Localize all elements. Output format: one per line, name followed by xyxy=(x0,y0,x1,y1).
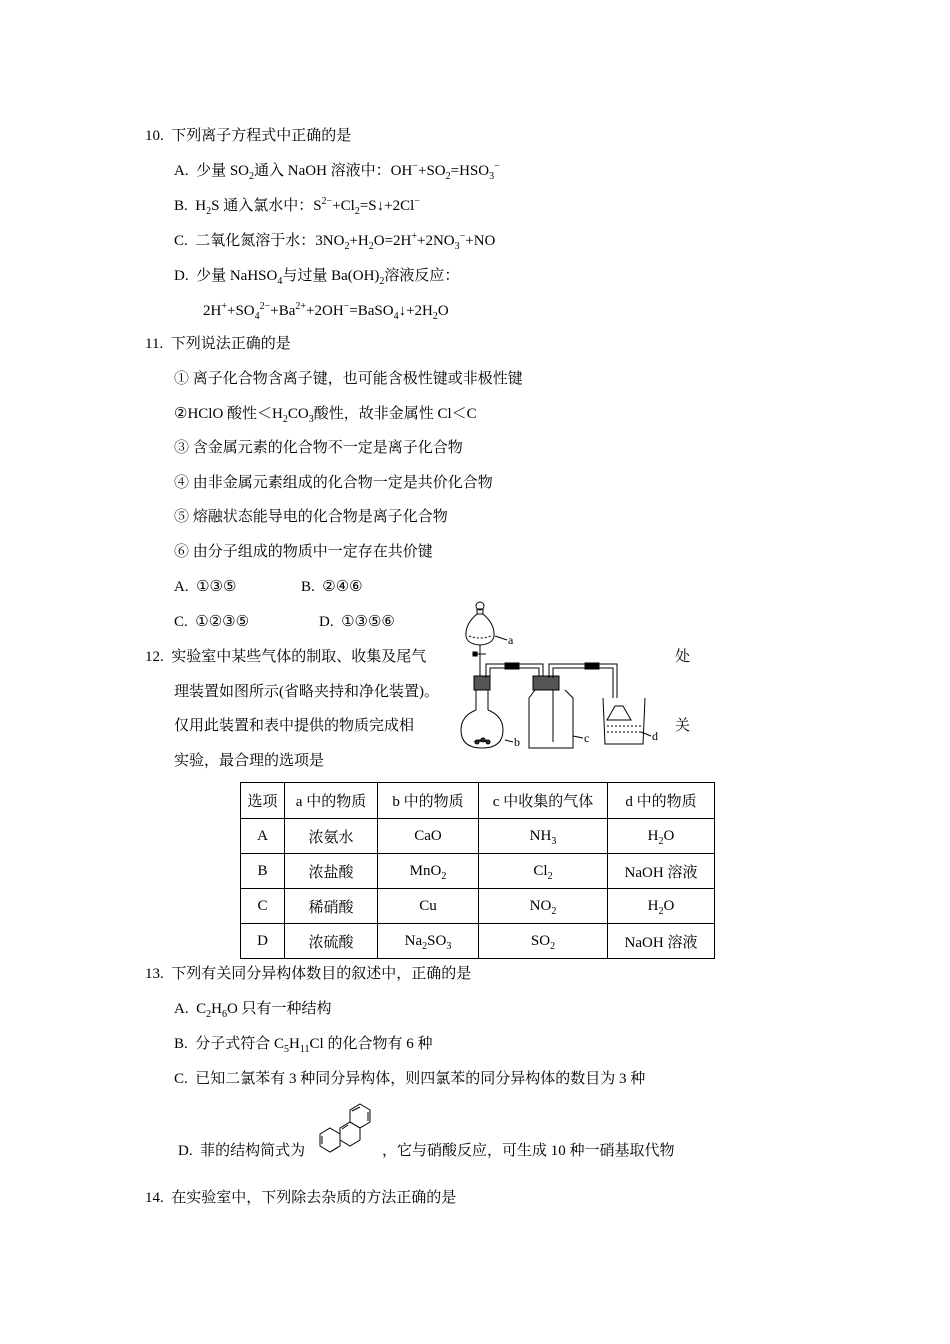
table-cell: $Cl_2$ xyxy=(479,854,608,889)
table-cell: 稀硝酸 xyxy=(285,889,378,924)
table-cell: B xyxy=(241,854,285,889)
table-cell: $NO_2$ xyxy=(479,889,608,924)
table-cell: NaOH 溶液 xyxy=(608,924,715,959)
q11-option-a: A. ①③⑤ xyxy=(174,579,237,595)
q12-stem-line-1-tail: 处 xyxy=(675,649,691,665)
q11-statement-6: ⑥ 由分子组成的物质中一定存在共价键 xyxy=(174,544,433,560)
q11-statement-1: ① 离子化合物含离子键，也可能含极性键或非极性键 xyxy=(174,371,523,387)
table-header: b 中的物质 xyxy=(378,783,479,819)
q10-option-c: C. 二氧化氮溶于水：$3NO_2+H_2O=2H^++2NO_3^-+NO$ xyxy=(174,231,496,252)
gas-apparatus-diagram xyxy=(455,598,675,754)
q10-option-b: B. $H_2S$ 通入氯水中：$S^{2-}+Cl_2=S↓+2Cl^-$ xyxy=(174,196,420,217)
table-cell: 浓硫酸 xyxy=(285,924,378,959)
table-header: a 中的物质 xyxy=(285,783,378,819)
phenanthrene-structure-icon xyxy=(307,1100,379,1156)
q10-option-d: D. 少量 NaHSO$_4$与过量 $Ba(OH)_2$溶液反应： xyxy=(174,268,460,287)
table-header-row xyxy=(241,783,715,819)
table-cell: $H_2O$ xyxy=(608,889,715,924)
q12-stem-line-1: 12. 实验室中某些气体的制取、收集及尾气 xyxy=(145,649,427,665)
q13-option-b: B. 分子式符合 $C_5H_{11}Cl$ 的化合物有 6 种 xyxy=(174,1036,433,1055)
table-header: 选项 xyxy=(241,783,285,819)
table-cell: MnO$_2$ xyxy=(378,854,479,889)
q11-option-b: B. ②④⑥ xyxy=(301,579,363,595)
q11-statement-4: ④ 由非金属元素组成的化合物一定是共价化合物 xyxy=(174,475,493,491)
table-cell: $Na_2SO_3$ xyxy=(378,924,479,959)
table-cell: A xyxy=(241,819,285,854)
q13-option-a: A. $C_2H_6O$ 只有一种结构 xyxy=(174,1001,332,1020)
q11-statement-2: ②HClO 酸性$<H_2CO_3$酸性，故非金属性 Cl＜C xyxy=(174,406,477,425)
q12-stem-line-3: 仅用此装置和表中提供的物质完成相 xyxy=(174,718,415,734)
table-cell: CaO xyxy=(378,819,479,854)
q11-stem: 11. 下列说法正确的是 xyxy=(145,336,291,352)
table-row xyxy=(241,924,715,959)
label-c: c xyxy=(584,731,590,745)
q13-option-c: C. 已知二氯苯有 3 种同分异构体，则四氯苯的同分异构体的数目为 3 种 xyxy=(174,1071,646,1087)
q11-statement-5: ⑤ 熔融状态能导电的化合物是离子化合物 xyxy=(174,509,448,525)
label-b: b xyxy=(514,735,520,749)
table-cell: $H_2O$ xyxy=(608,819,715,854)
table-cell: $NH_3$ xyxy=(479,819,608,854)
table-cell: NaOH 溶液 xyxy=(608,854,715,889)
table-header: c 中收集的气体 xyxy=(479,783,608,819)
table-row xyxy=(241,854,715,889)
q12-stem-line-2: 理装置如图所示(省略夹持和净化装置)。 xyxy=(174,684,439,700)
q11-statement-3: ③ 含金属元素的化合物不一定是离子化合物 xyxy=(174,440,463,456)
table-header: d 中的物质 xyxy=(608,783,715,819)
options-table xyxy=(240,782,715,959)
q11-option-c: C. ①②③⑤ xyxy=(174,614,250,630)
table-row xyxy=(241,819,715,854)
q10-stem: 10. 下列离子方程式中正确的是 xyxy=(145,128,352,144)
q10-option-d-equation: $2H^++SO_4^{2-}+Ba^{2+}+2OH^-=BaSO_4↓+2H_2O$ xyxy=(203,301,449,322)
q13-stem: 13. 下列有关同分异构体数目的叙述中，正确的是 xyxy=(145,966,472,982)
table-row xyxy=(241,889,715,924)
q11-option-d: D. ①③⑤⑥ xyxy=(319,614,395,630)
table-cell: D xyxy=(241,924,285,959)
table-cell: C xyxy=(241,889,285,924)
label-a: a xyxy=(508,633,514,647)
q10-option-a: A. 少量 $SO_2$通入 NaOH 溶液中：$OH^-+SO_2=HSO_3^-$ xyxy=(174,161,500,182)
label-d: d xyxy=(652,729,658,743)
q12-stem-line-3-tail: 关 xyxy=(675,718,691,734)
q14-stem: 14. 在实验室中，下列除去杂质的方法正确的是 xyxy=(145,1190,457,1206)
q12-stem-line-4: 实验，最合理的选项是 xyxy=(174,753,325,769)
table-cell: 浓盐酸 xyxy=(285,854,378,889)
q13-option-d-part-1: D. 菲的结构简式为 xyxy=(178,1143,306,1159)
table-cell: 浓氨水 xyxy=(285,819,378,854)
table-cell: Cu xyxy=(378,889,479,924)
q13-option-d-part-2: ，它与硝酸反应，可生成 10 种一硝基取代物 xyxy=(382,1143,675,1159)
table-cell: $SO_2$ xyxy=(479,924,608,959)
